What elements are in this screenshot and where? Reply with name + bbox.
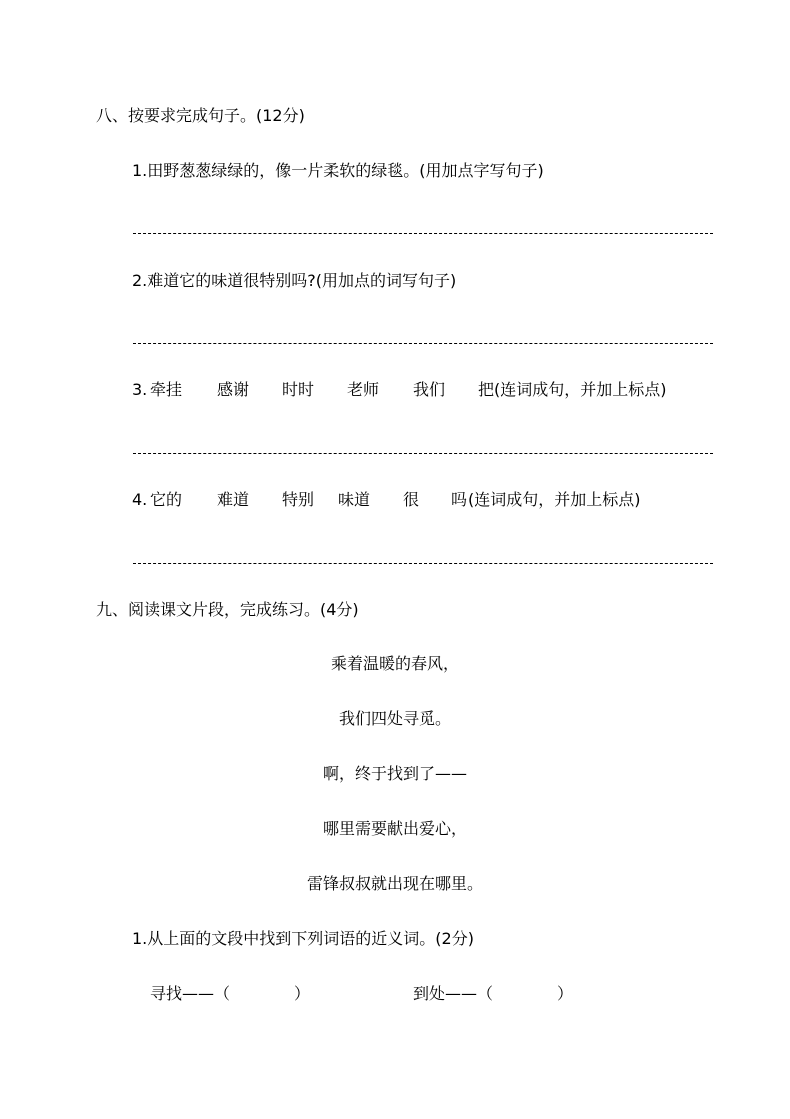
word-item: 牵挂	[150, 380, 183, 399]
word-item: 很	[403, 490, 420, 509]
question-8-1: 1.田野葱葱绿绿的，像一片柔软的绿毯。(用加点字写句子)	[132, 161, 544, 180]
poem-line: 雷锋叔叔就出现在哪里。	[306, 874, 483, 893]
poem-line: 哪里需要献出爱心，	[322, 819, 467, 838]
section-8-heading: 八、按要求完成句子。(12分)	[96, 106, 305, 125]
answer-line-8-2	[133, 343, 713, 344]
synonym-blank-2: 到处——（ ）	[413, 984, 574, 1003]
word-item: 把	[478, 380, 495, 399]
instruction: (连词成句，并加上标点)	[468, 490, 641, 509]
word-item: 老师	[347, 380, 380, 399]
word-item: 味道	[338, 490, 371, 509]
word-item: 我们	[413, 380, 446, 399]
answer-line-8-4	[133, 563, 713, 564]
answer-line-8-1	[133, 233, 713, 234]
question-number: 3.	[132, 380, 148, 399]
question-8-2: 2.难道它的味道很特别吗?(用加点的词写句子)	[132, 271, 457, 290]
question-number: 4.	[132, 490, 148, 509]
answer-line-8-3	[133, 453, 713, 454]
word-item: 吗	[451, 490, 468, 509]
poem-line: 乘着温暖的春风，	[330, 654, 459, 673]
word-item: 特别	[282, 490, 315, 509]
word-item: 它的	[150, 490, 183, 509]
synonym-blank-1: 寻找——（ ）	[150, 984, 311, 1003]
poem-line: 啊，终于找到了——	[322, 764, 467, 783]
poem-line: 我们四处寻觅。	[338, 709, 451, 728]
word-item: 感谢	[217, 380, 250, 399]
word-item: 时时	[282, 380, 315, 399]
instruction: (连词成句，并加上标点)	[494, 380, 667, 399]
section-9-heading: 九、阅读课文片段，完成练习。(4分)	[96, 600, 359, 619]
word-item: 难道	[217, 490, 250, 509]
question-9-1: 1.从上面的文段中找到下列词语的近义词。(2分)	[132, 929, 474, 948]
